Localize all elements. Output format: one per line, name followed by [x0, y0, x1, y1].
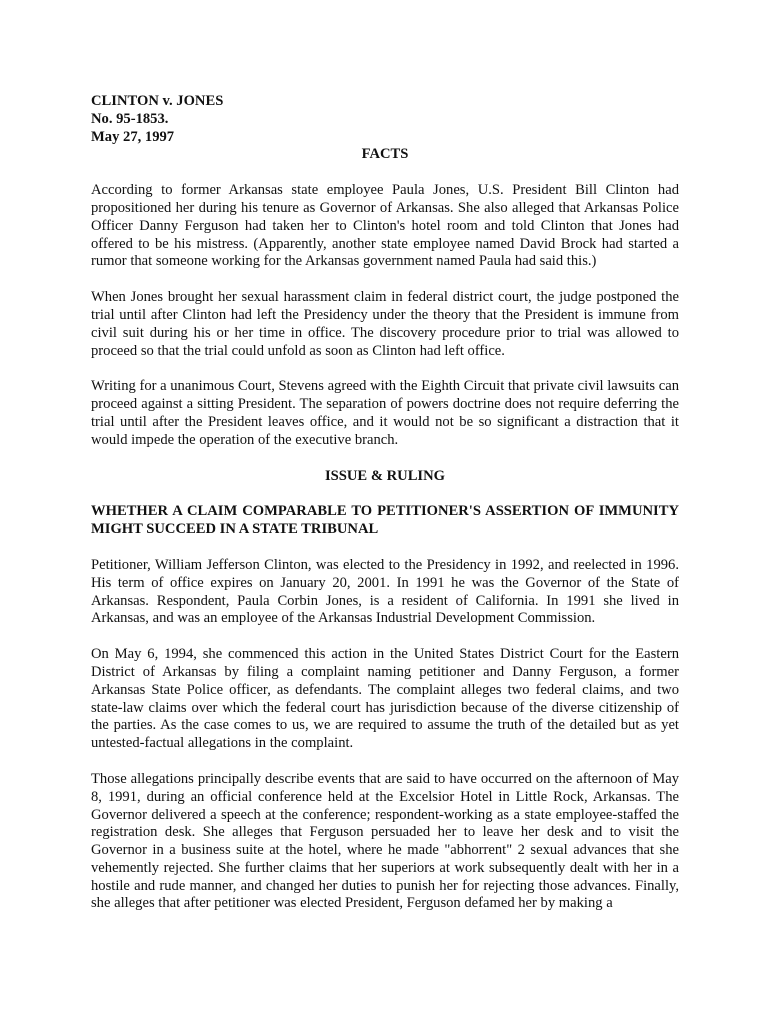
- issue-paragraph: Petitioner, William Jefferson Clinton, was elected to the Presidency in 1992, and reelected in 1996. His term of office expires on January 20, 2001. In 1991 he was the Governor of the State of Arkansas. Respondent, Paula Corbin Jones, is a resident of California. In 1991 she lived in Arkansas, and was an employee of the Arkansas Industrial Development Commission.: [91, 556, 679, 627]
- document-page: [91, 93, 679, 913]
- facts-paragraph: When Jones brought her sexual harassment claim in federal district court, the judge postponed the trial until after Clinton had left the Presidency under the theory that the President is immune from civil suit during his or her time in office. The discovery procedure prior to trial was allowed to proceed so that the trial could unfold as soon as Clinton had left office.: [91, 289, 679, 359]
- case-date: May 27, 1997: [91, 128, 175, 145]
- issue-ruling-heading: ISSUE & RULING: [324, 467, 446, 484]
- facts-paragraph: According to former Arkansas state employee Paula Jones, U.S. President Bill Clinton had propositioned her during his tenure as Governor of Arkansas. She also alleged that Arkansas Police Officer Danny Ferguson had taken her to Clinton's hotel room and told Clinton that Jones had offered to be his mistress. (Apparently, another state employee named David Brock had started a rumor that someone working for the Arkansas government named Paula had said this.): [91, 182, 679, 270]
- case-title: CLINTON v. JONES: [91, 93, 224, 109]
- issue-paragraph: Those allegations principally describe events that are said to have occurred on the afternoon of May 8, 1991, during an official conference held at the Excelsior Hotel in Little Rock, Arkansas. The Governor delivered a speech at the conference; respondent-working as a state employee-staffed the registration desk. She alleges that Ferguson persuaded her to leave her desk and to visit the Governor in a business suite at the hotel, where he made "abhorrent" 2 sexual advances that she vehemently rejected. She further claims that her superiors at work subsequently dealt with her in a hostile and rude manner, and changed her duties to punish her for rejecting those advances. Finally, she alleges that after petitioner was elected President, Ferguson defamed her by making a: [91, 770, 679, 912]
- facts-heading: FACTS: [361, 146, 409, 163]
- issue-question: WHETHER A CLAIM COMPARABLE TO PETITIONER'S ASSERTION OF IMMUNITY MIGHT SUCCEED IN A STATE TRIBUNAL: [91, 503, 679, 538]
- facts-paragraph: Writing for a unanimous Court, Stevens agreed with the Eighth Circuit that private civil lawsuits can proceed against a sitting President. The separation of powers doctrine does not require deferring the trial until after the President leaves office, and it would not be so significant a distraction that it would impede the operation of the executive branch.: [91, 378, 679, 448]
- issue-paragraph: On May 6, 1994, she commenced this action in the United States District Court for the Eastern District of Arkansas by filing a complaint naming petitioner and Danny Ferguson, a former Arkansas State Police officer, as defendants. The complaint alleges two federal claims, and two state-law claims over which the federal court has jurisdiction because of the diverse citizenship of the parties. As the case comes to us, we are required to assume the truth of the detailed but as yet untested-factual allegations in the complaint.: [91, 646, 679, 752]
- case-number: No. 95-1853.: [91, 110, 169, 127]
